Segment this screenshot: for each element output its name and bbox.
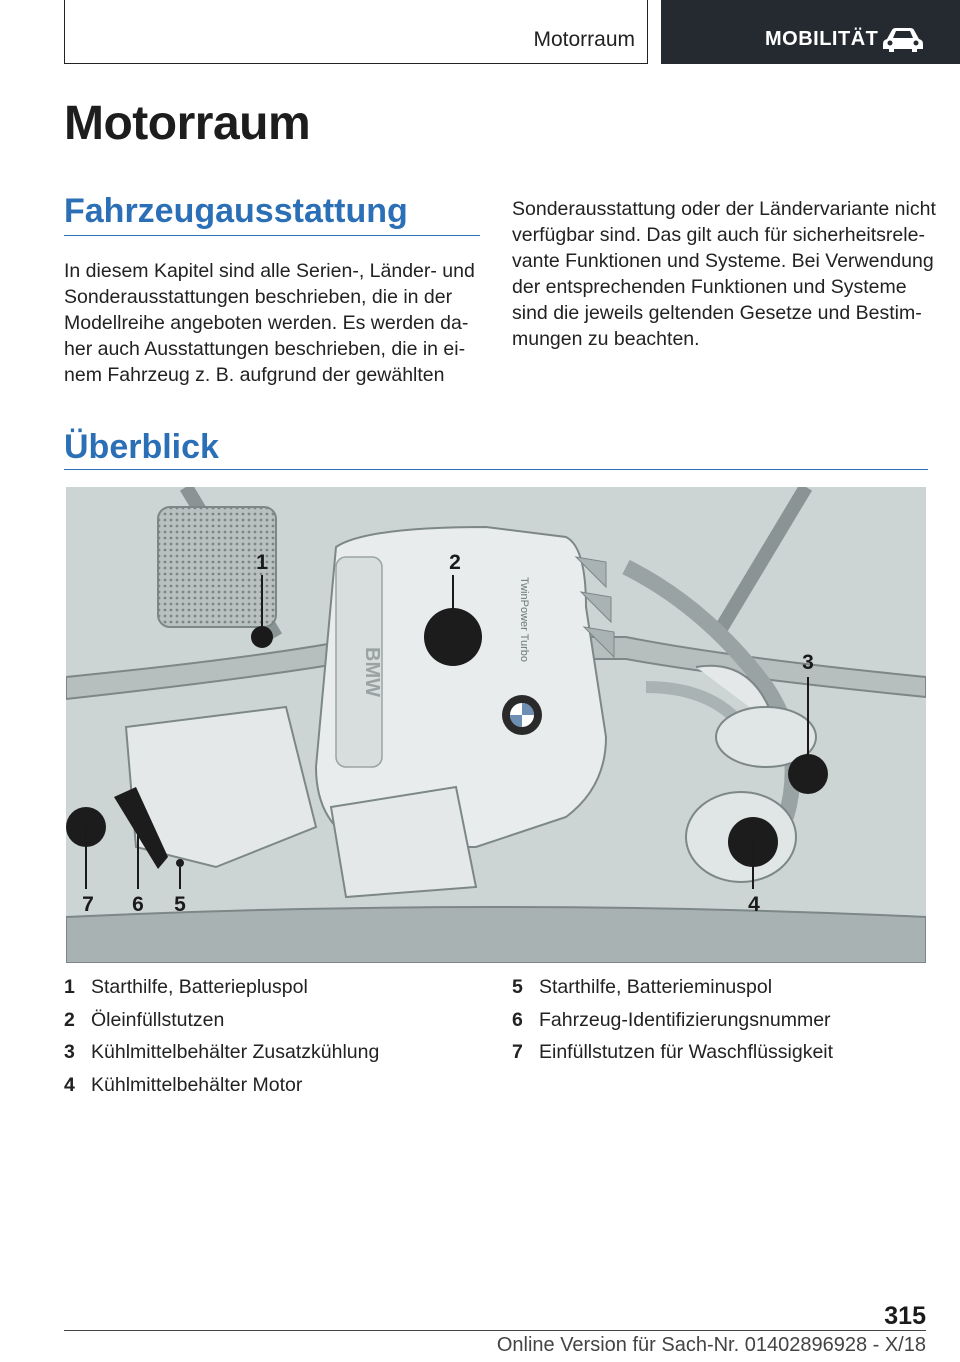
header-chapter-tab[interactable]	[661, 0, 960, 64]
callout-2: 2	[449, 551, 461, 574]
footer-text: Online Version für Sach-Nr. 01402896928 - X/18	[496, 1334, 926, 1356]
legend-number: 2	[64, 1008, 75, 1031]
car-icon	[881, 26, 925, 54]
section-heading-overview: Überblick	[64, 428, 219, 466]
legend-item	[64, 1074, 379, 1107]
legend-right	[512, 976, 833, 1074]
legend-item	[512, 976, 833, 1009]
legend-text: Fahrzeug-Identifizierungsnummer	[539, 1008, 831, 1031]
legend-text: Einfüllstutzen für Waschflüssigkeit	[539, 1041, 834, 1063]
legend-number: 4	[64, 1073, 75, 1096]
header-section-title: Motorraum	[533, 28, 635, 51]
text-line: nem Fahrzeug z. B. aufgrund der gewählten	[64, 364, 445, 386]
aux-coolant-cap	[788, 754, 828, 794]
engine-bay-illustration	[66, 487, 926, 963]
callout-6: 6	[132, 893, 144, 916]
footer-rule	[64, 1330, 926, 1331]
legend-number: 7	[512, 1041, 523, 1063]
page-title: Motorraum	[64, 97, 311, 150]
legend-text: Starthilfe, Batterieminuspol	[539, 976, 773, 998]
text-line: Modellreihe angeboten werden. Es werden da-	[64, 312, 469, 334]
legend-text: Öleinfüllstutzen	[91, 1008, 225, 1031]
legend-item	[64, 1009, 379, 1042]
legend-number: 1	[64, 976, 75, 998]
text-line: verfügbar sind. Das gilt auch für sicherheitsrele-	[512, 224, 925, 246]
text-line: Sonderausstattung oder der Ländervariante nicht	[512, 198, 936, 220]
text-line: vante Funktionen und Systeme. Bei Verwendung	[512, 250, 934, 272]
text-line: In diesem Kapitel sind alle Serien-, Länder- und	[64, 260, 475, 282]
legend-number: 6	[512, 1008, 523, 1031]
engine-cover-text: TwinPower Turbo	[518, 577, 530, 662]
section-heading-rule	[64, 235, 480, 236]
legend-item	[512, 1009, 833, 1042]
legend-number: 5	[512, 976, 523, 998]
oil-filler-cap	[424, 608, 482, 666]
legend-text: Kühlmittelbehälter Zusatzkühlung	[91, 1041, 380, 1063]
legend-item	[64, 976, 379, 1009]
text-line: her auch Ausstattungen beschrieben, die in ei-	[64, 338, 466, 360]
page-number: 315	[884, 1302, 926, 1330]
legend-item	[64, 1041, 379, 1074]
bmw-roundel-icon	[502, 695, 542, 735]
callout-5: 5	[174, 893, 186, 916]
battery-plus-terminal	[251, 626, 273, 648]
engine-logo-text: BMW	[361, 647, 383, 697]
text-line: sind die jeweils geltenden Gesetze und Bestim-	[512, 302, 922, 324]
legend-left	[64, 976, 379, 1106]
legend-text: Starthilfe, Batteriepluspol	[91, 976, 308, 998]
engine-bay-drawing	[66, 487, 926, 963]
callout-4: 4	[748, 893, 760, 916]
equipment-text-col2	[512, 196, 952, 352]
equipment-text-col1	[64, 258, 484, 388]
text-line: der entsprechenden Funktionen und Systeme	[512, 276, 907, 298]
text-line: mungen zu beachten.	[512, 328, 700, 350]
callout-7: 7	[82, 893, 94, 916]
text-line: Sonderausstattungen beschrieben, die in der	[64, 286, 453, 308]
callout-3: 3	[802, 651, 814, 674]
callout-1: 1	[256, 551, 268, 574]
header-section-box	[64, 0, 648, 64]
legend-item	[512, 1041, 833, 1074]
header-chapter-label: MOBILITÄT	[765, 28, 879, 50]
section-heading-rule	[64, 469, 928, 470]
battery-minus-terminal	[176, 859, 184, 867]
legend-number: 3	[64, 1041, 75, 1063]
legend-text: Kühlmittelbehälter Motor	[91, 1073, 303, 1096]
section-heading-equipment: Fahrzeugausstattung	[64, 192, 408, 230]
